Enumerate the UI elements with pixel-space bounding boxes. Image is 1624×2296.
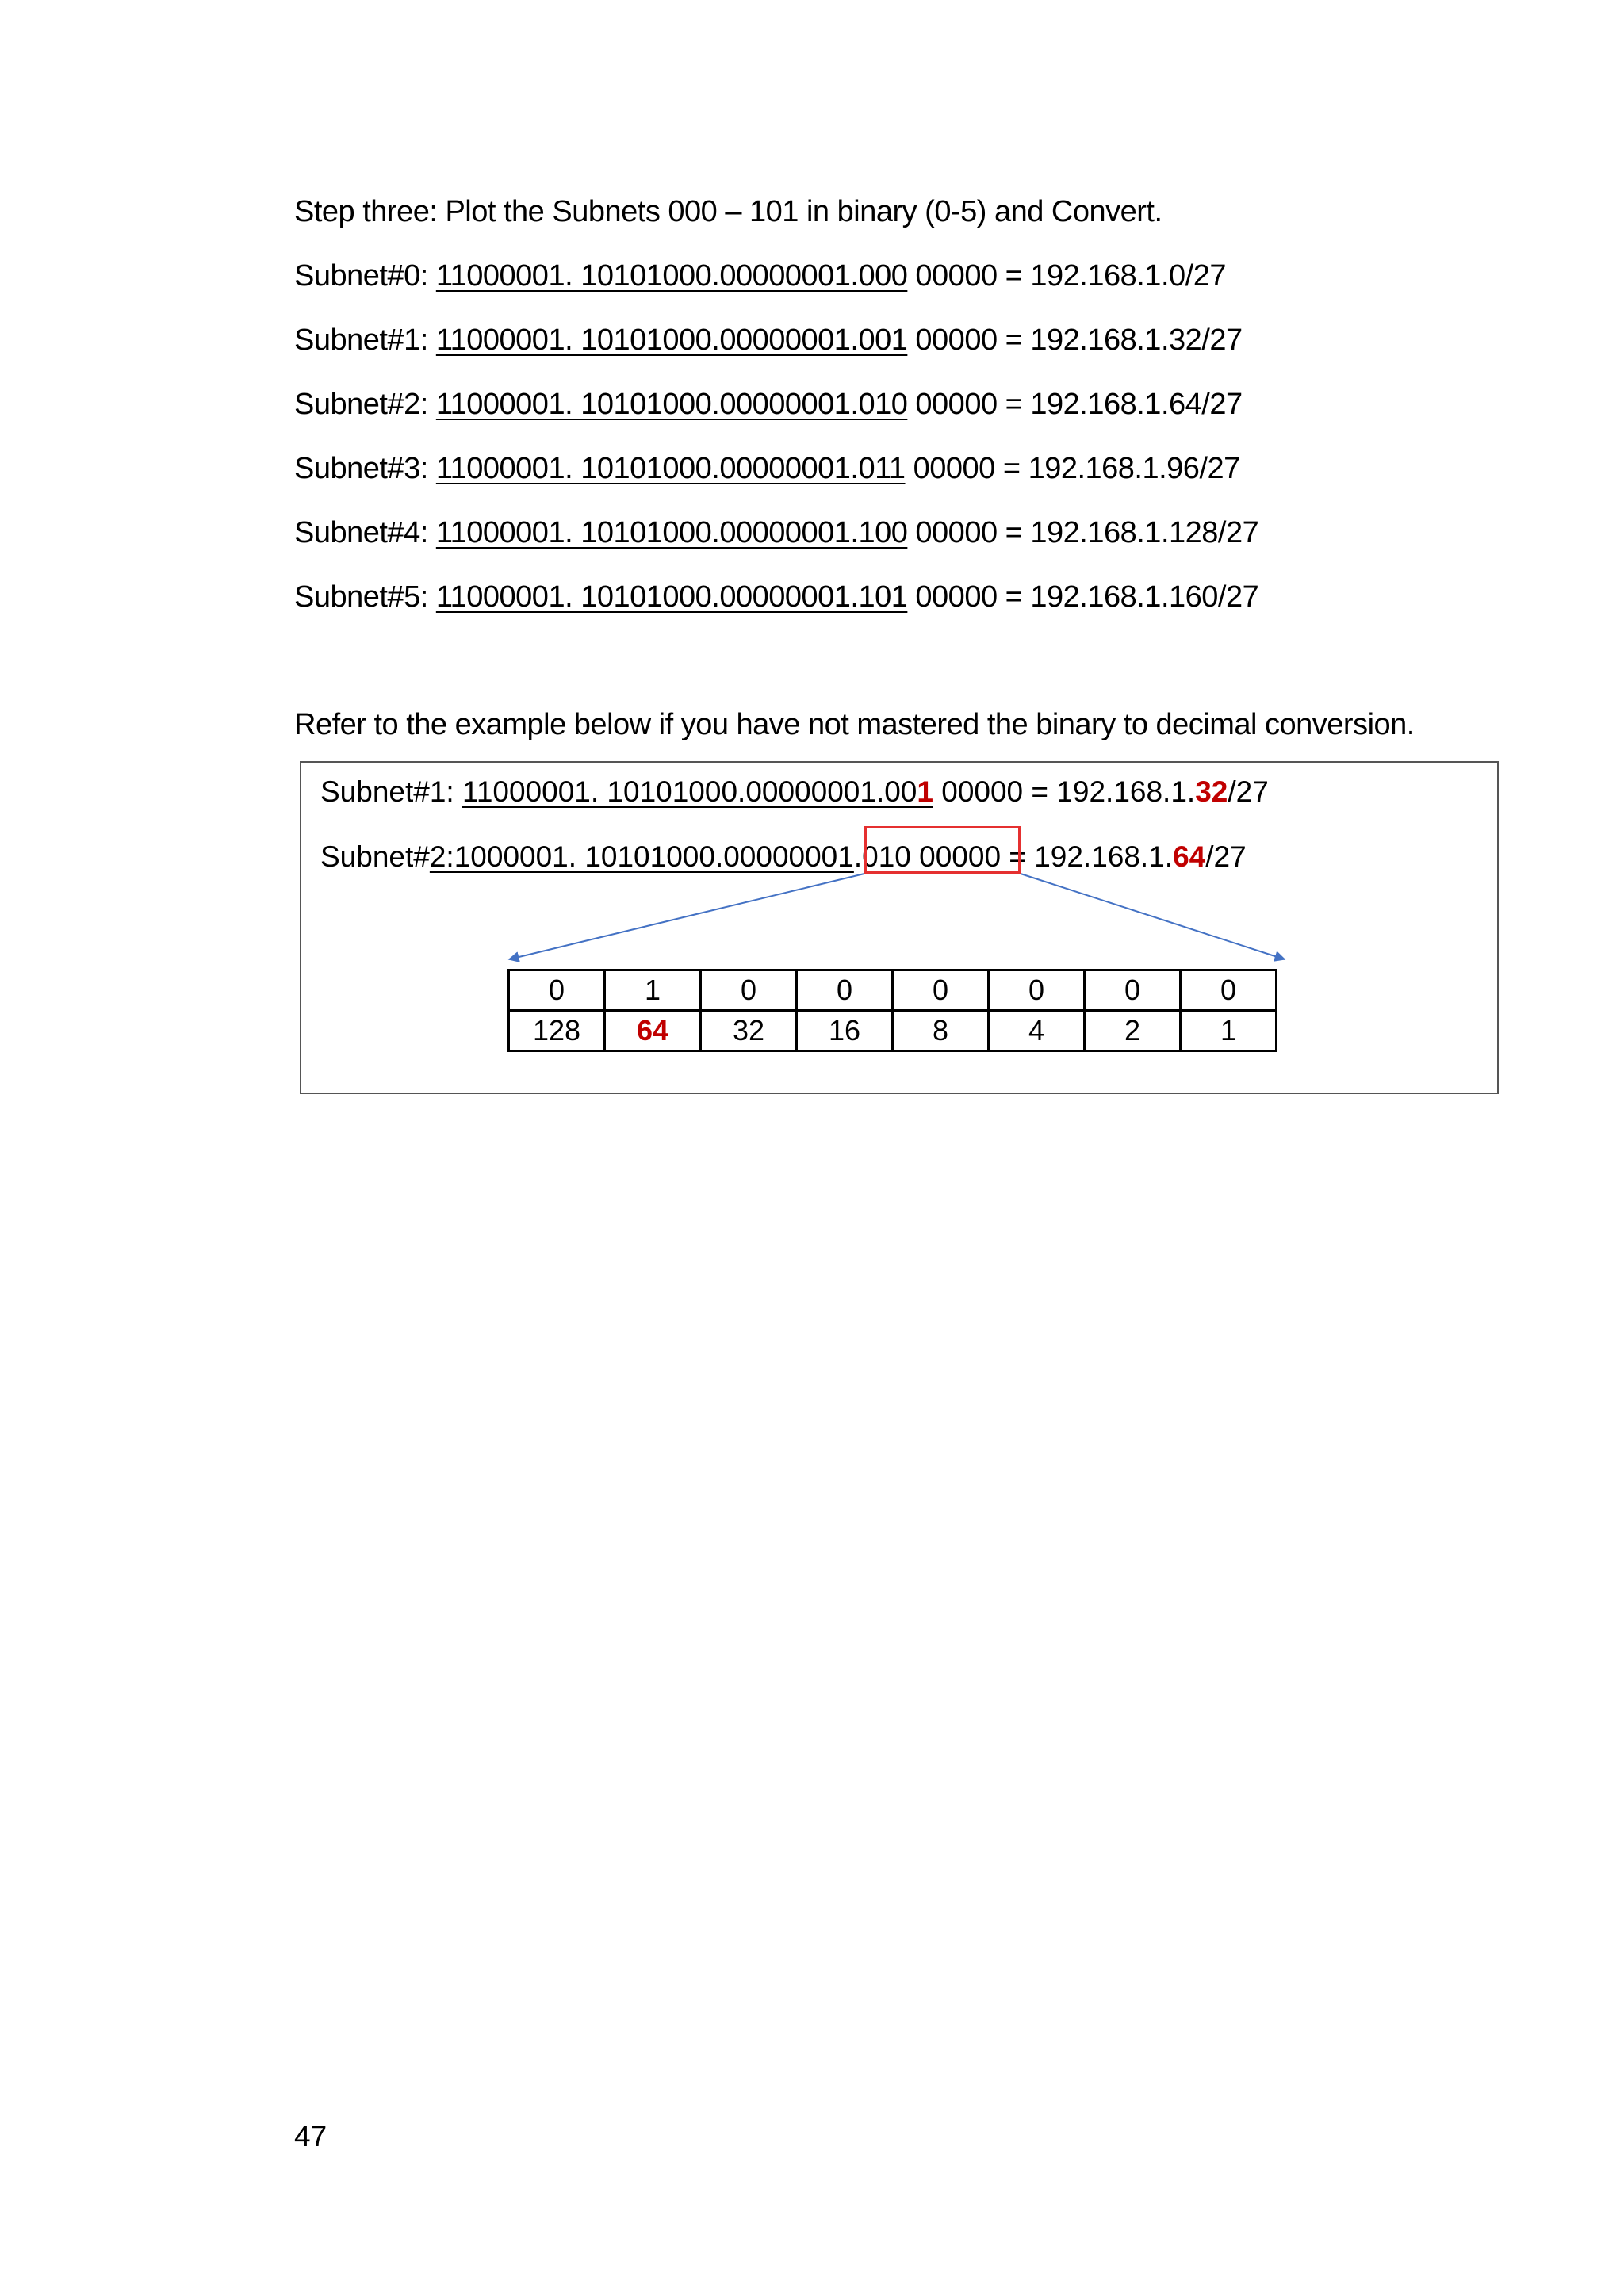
example-binary: 2:1000001. 10101000.00000001 xyxy=(429,840,854,873)
example-value-highlight: 32 xyxy=(1195,775,1228,808)
place-value-cell: 128 xyxy=(509,1011,605,1051)
bit-cell: 1 xyxy=(605,970,701,1011)
place-value-cell: 8 xyxy=(893,1011,989,1051)
place-value-cell: 16 xyxy=(797,1011,893,1051)
subnet-result: 00000 = 192.168.1.160/27 xyxy=(907,580,1259,614)
example-label: Subnet#1: xyxy=(320,775,462,808)
example-binary-highlight: 1 xyxy=(917,775,933,808)
subnet-binary: 11000001. 10101000.00000001.010 xyxy=(435,388,908,421)
place-value-cell: 4 xyxy=(989,1011,1085,1051)
bit-cell: 0 xyxy=(509,970,605,1011)
subnet-result: 00000 = 192.168.1.128/27 xyxy=(907,516,1259,549)
subnet-line-3 xyxy=(294,452,1240,486)
subnet-line-0 xyxy=(294,259,1226,293)
bit-row xyxy=(509,970,1277,1011)
example-binary: 11000001. 10101000.00000001.001 xyxy=(462,775,933,808)
subnet-line-5 xyxy=(294,580,1258,614)
step-heading: Step three: Plot the Subnets 000 – 101 in binary (0-5) and Convert. xyxy=(294,195,1162,228)
subnet-line-1 xyxy=(294,323,1243,358)
subnet-label: Subnet#0: xyxy=(294,259,436,293)
bit-cell: 0 xyxy=(701,970,797,1011)
subnet-binary: 11000001. 10101000.00000001.100 xyxy=(435,516,908,549)
subnet-line-2 xyxy=(294,388,1243,422)
bit-cell: 0 xyxy=(893,970,989,1011)
subnet-binary: 11000001. 10101000.00000001.001 xyxy=(435,323,908,357)
place-value-cell-highlight: 64 xyxy=(605,1011,701,1051)
example-result: 00000 = 192.168.1. xyxy=(933,775,1196,808)
binary-place-value-table xyxy=(508,969,1277,1052)
example-label: Subnet# xyxy=(320,840,430,873)
page-number: 47 xyxy=(294,2120,327,2152)
subnet-line-4 xyxy=(294,516,1258,550)
place-value-cell: 1 xyxy=(1181,1011,1277,1051)
subnet-binary: 11000001. 10101000.00000001.000 xyxy=(435,259,908,293)
subnet-label: Subnet#2: xyxy=(294,388,436,421)
refer-text: Refer to the example below if you have not mastered the binary to decimal conversion. xyxy=(294,708,1415,741)
subnet-result: 00000 = 192.168.1.96/27 xyxy=(905,452,1240,485)
subnet-result: 00000 = 192.168.1.32/27 xyxy=(907,323,1243,357)
subnet-label: Subnet#1: xyxy=(294,323,436,357)
subnet-label: Subnet#4: xyxy=(294,516,436,549)
place-value-cell: 2 xyxy=(1085,1011,1181,1051)
right-arrow xyxy=(1021,874,1285,959)
bit-cell: 0 xyxy=(1181,970,1277,1011)
bit-cell: 0 xyxy=(1085,970,1181,1011)
example-result: .010 00000 = 192.168.1. xyxy=(853,840,1174,873)
subnet-binary: 11000001. 10101000.00000001.011 xyxy=(435,452,906,485)
place-value-cell: 32 xyxy=(701,1011,797,1051)
subnet-result: 00000 = 192.168.1.0/27 xyxy=(907,259,1226,293)
subnet-binary: 11000001. 10101000.00000001.101 xyxy=(435,580,908,614)
bit-cell: 0 xyxy=(797,970,893,1011)
example-box xyxy=(300,761,1499,1094)
bit-cell: 0 xyxy=(989,970,1085,1011)
subnet-label: Subnet#5: xyxy=(294,580,436,614)
subnet-label: Subnet#3: xyxy=(294,452,436,485)
subnet-result: 00000 = 192.168.1.64/27 xyxy=(907,388,1243,421)
example-suffix: /27 xyxy=(1205,840,1247,873)
example-suffix: /27 xyxy=(1228,775,1269,808)
example-value-highlight: 64 xyxy=(1173,840,1206,873)
left-arrow xyxy=(509,874,864,959)
place-value-row xyxy=(509,1011,1277,1051)
